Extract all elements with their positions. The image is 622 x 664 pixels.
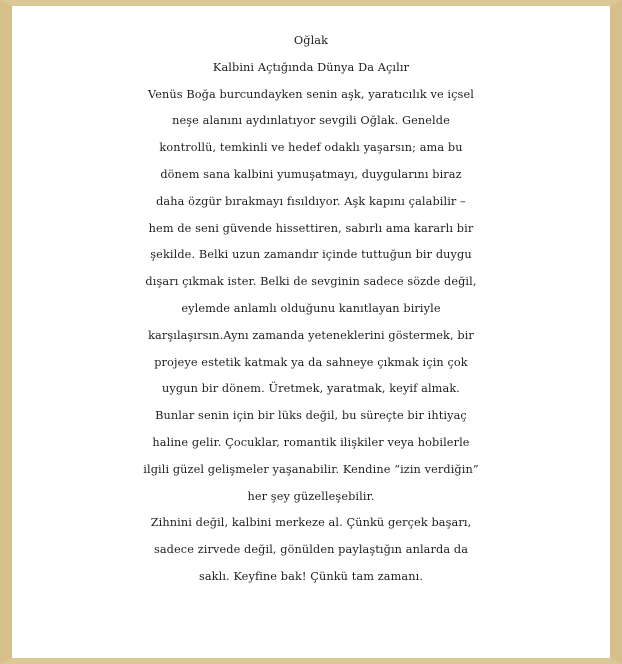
body-line: eylemde anlamlı olduğunu kanıtlayan biriyle <box>181 301 441 315</box>
body-line: uygun bir dönem. Üretmek, yaratmak, keyif almak. <box>162 382 460 396</box>
body-line: her şey güzelleşebilir. <box>247 489 375 503</box>
body-line: Zihnini değil, kalbini merkeze al. Çünkü gerçek başarı, <box>150 516 472 530</box>
headline: Kalbini Açtığında Dünya Da Açılır <box>212 60 410 74</box>
body-line: saklı. Keyfine bak! Çünkü tam zamanı. <box>198 569 424 583</box>
body-line: Bunlar senin için bir lüks değil, bu süreçte bir ihtiyaç <box>155 409 467 423</box>
body-line: sadece zirvede değil, gönülden paylaştığın anlarda da <box>153 543 469 557</box>
body-line: kontrollü, temkinli ve hedef odaklı yaşarsın; ama bu <box>159 141 463 155</box>
body-line: dönem sana kalbini yumuşatmayı, duygularını biraz <box>160 167 462 181</box>
body-line: hem de seni güvende hissettiren, sabırlı ama kararlı bir <box>148 221 474 235</box>
body-line: projeye estetik katmak ya da sahneye çıkmak için çok <box>154 355 468 369</box>
body-line: daha özgür bırakmayı fısıldıyor. Aşk kapını çalabilir – <box>156 194 466 208</box>
body-line: karşılaşırsın.Aynı zamanda yeteneklerini göstermek, bir <box>148 328 474 342</box>
body-line: dışarı çıkmak ister. Belki de sevginin sadece sözde değil, <box>145 275 477 289</box>
body-line: haline gelir. Çocuklar, romantik ilişkiler veya hobilerle <box>152 435 470 449</box>
body-line: neşe alanını aydınlatıyor sevgili Oğlak. Genelde <box>172 114 450 128</box>
body-line: ilgili güzel gelişmeler yaşanabilir. Kendine “izin verdiğin” <box>143 462 479 476</box>
sign-title: Oğlak <box>293 34 329 47</box>
body-line: şekilde. Belki uzun zamandır içinde tuttuğun bir duygu <box>150 248 472 262</box>
body-line: Venüs Boğa burcundayken senin aşk, yaratıcılık ve içsel <box>148 87 474 101</box>
horoscope-text <box>12 28 610 591</box>
